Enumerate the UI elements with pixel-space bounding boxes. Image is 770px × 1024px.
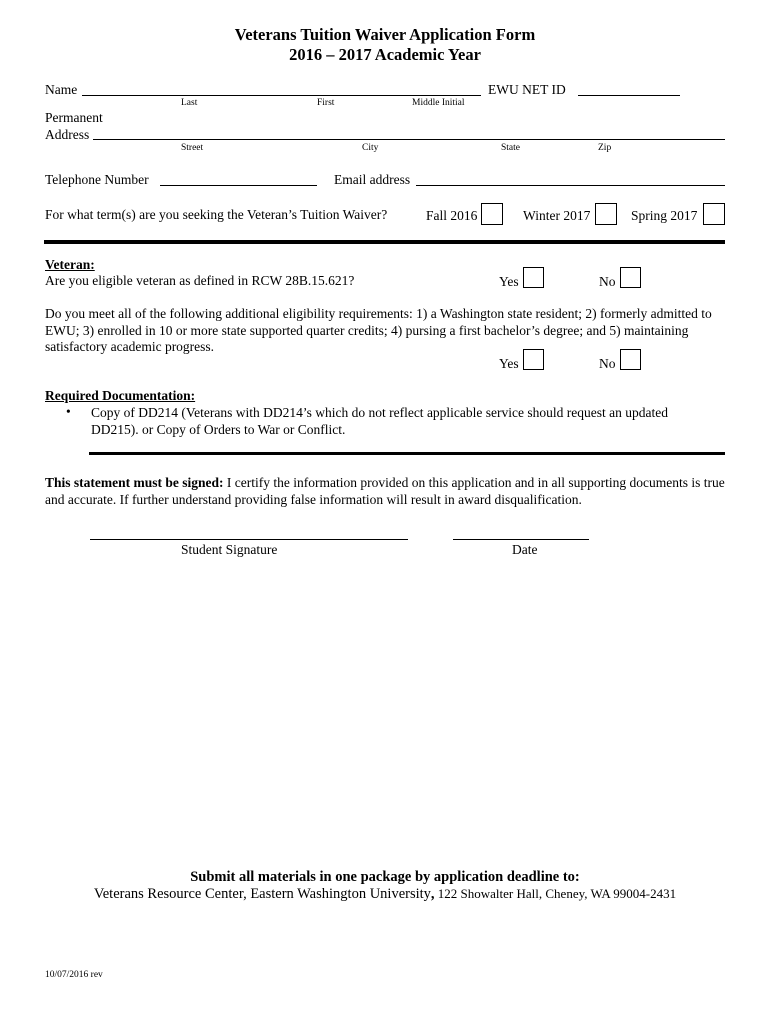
eligibility-question-1: Are you eligible veteran as defined in RCW 28B.15.621? bbox=[45, 273, 355, 288]
signature-field[interactable] bbox=[90, 539, 408, 540]
documentation-item-line1: Copy of DD214 (Veterans with DD214’s which do not reflect applicable service should request an updated bbox=[91, 405, 668, 420]
term-fall-2016-checkbox[interactable] bbox=[481, 203, 503, 225]
name-hint-first: First bbox=[317, 98, 335, 108]
veteran-heading: Veteran: bbox=[45, 257, 95, 272]
name-field[interactable] bbox=[82, 95, 481, 96]
office-address: 122 Showalter Hall, Cheney, WA 99004-2431 bbox=[434, 886, 677, 901]
certification-statement bbox=[45, 475, 725, 508]
phone-label: Telephone Number bbox=[45, 172, 149, 187]
documentation-bullet: • bbox=[66, 404, 71, 419]
name-hint-last: Last bbox=[181, 98, 198, 108]
term-winter-2017-label: Winter 2017 bbox=[523, 208, 591, 223]
eligibility-question-2: Do you meet all of the following additional eligibility requirements: 1) a Washington state resident; 2) formerly admitted to EWU; 3) enrolled in 10 or more state supported quarter credits; 4) pursing a first bachelor’s degree; and 5) maintaining satisfactory academic progress. bbox=[45, 306, 712, 354]
net-id-label: EWU NET ID bbox=[488, 82, 566, 97]
documentation-item-line2: DD215). or Copy of Orders to War or Conflict. bbox=[91, 422, 346, 437]
address-hint-zip: Zip bbox=[598, 143, 612, 153]
q2-no-label: No bbox=[599, 356, 616, 371]
terms-question: For what term(s) are you seeking the Veteran’s Tuition Waiver? bbox=[45, 207, 388, 222]
q1-no-checkbox[interactable] bbox=[620, 267, 641, 288]
address-hint-street: Street bbox=[181, 143, 204, 153]
documentation-divider bbox=[89, 452, 725, 455]
q2-no-checkbox[interactable] bbox=[620, 349, 641, 370]
documentation-heading: Required Documentation: bbox=[45, 388, 196, 403]
name-label: Name bbox=[45, 82, 78, 97]
q2-yes-checkbox[interactable] bbox=[523, 349, 544, 370]
term-spring-2017-checkbox[interactable] bbox=[703, 203, 725, 225]
submit-address bbox=[0, 886, 770, 903]
office-name: Veterans Resource Center, Eastern Washington University bbox=[93, 886, 431, 902]
net-id-field[interactable] bbox=[578, 95, 680, 96]
address-field[interactable] bbox=[93, 139, 725, 140]
address-hint-state: State bbox=[501, 143, 520, 153]
name-hint-middle: Middle Initial bbox=[412, 98, 465, 108]
form-title: Veterans Tuition Waiver Application Form bbox=[234, 25, 536, 44]
date-label: Date bbox=[512, 542, 538, 557]
q2-yes-label: Yes bbox=[499, 356, 519, 371]
email-label: Email address bbox=[334, 172, 411, 187]
q1-no-label: No bbox=[599, 274, 616, 289]
statement-text: I certify the information provided on this application and in all supporting documents is true and accurate. If further understand providing false information will result in award disqualification. bbox=[45, 475, 725, 507]
address-label-line1: Permanent bbox=[45, 110, 103, 125]
q1-yes-checkbox[interactable] bbox=[523, 267, 544, 288]
signature-label: Student Signature bbox=[181, 542, 278, 557]
term-spring-2017-label: Spring 2017 bbox=[631, 208, 698, 223]
date-field[interactable] bbox=[453, 539, 589, 540]
statement-lead: This statement must be signed: bbox=[45, 475, 224, 490]
term-fall-2016-label: Fall 2016 bbox=[426, 208, 478, 223]
submit-heading: Submit all materials in one package by application deadline to: bbox=[190, 869, 580, 885]
address-hint-city: City bbox=[362, 143, 379, 153]
address-label-line2: Address bbox=[45, 127, 90, 142]
phone-field[interactable] bbox=[160, 185, 317, 186]
term-winter-2017-checkbox[interactable] bbox=[595, 203, 617, 225]
academic-year-subtitle: 2016 – 2017 Academic Year bbox=[289, 45, 481, 64]
email-field[interactable] bbox=[416, 185, 725, 186]
section-divider bbox=[44, 240, 725, 244]
q1-yes-label: Yes bbox=[499, 274, 519, 289]
revision-date: 10/07/2016 rev bbox=[45, 970, 103, 980]
address-comma: , bbox=[430, 886, 435, 902]
